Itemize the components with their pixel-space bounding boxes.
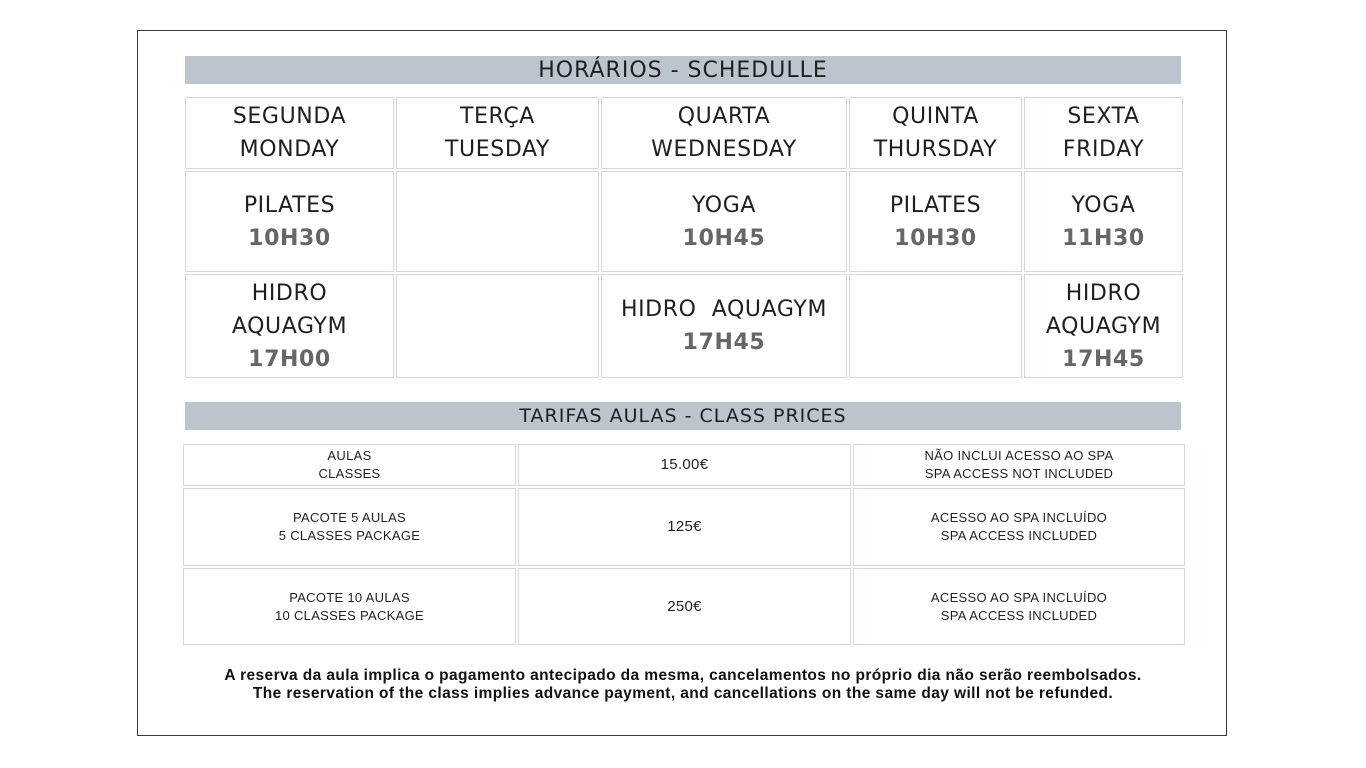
schedule-table <box>183 95 1185 380</box>
class-cell-thursday-morning <box>849 171 1022 272</box>
price-item-en: 10 CLASSES PACKAGE <box>275 607 424 623</box>
price-item-pt: PACOTE 5 AULAS <box>292 510 407 525</box>
price-value: 125€ <box>518 488 851 566</box>
class-time: 10H30 <box>248 225 331 251</box>
price-item-cell <box>183 444 516 486</box>
class-name: YOGA <box>1071 192 1136 218</box>
class-cell-tuesday-evening <box>396 274 599 378</box>
class-cell-monday-morning <box>185 171 394 272</box>
class-name: HIDRO <box>251 280 328 306</box>
prices-title: TARIFAS AULAS - CLASS PRICES <box>185 402 1181 430</box>
day-header-thursday <box>849 97 1022 169</box>
price-item-cell <box>183 488 516 566</box>
day-header-monday <box>185 97 394 169</box>
class-cell-friday-morning <box>1024 171 1183 272</box>
day-name-en: FRIDAY <box>1062 137 1145 162</box>
price-row-5-package <box>183 488 1185 566</box>
class-cell-friday-evening <box>1024 274 1183 378</box>
price-note-pt: ACESSO AO SPA INCLUÍDO <box>930 510 1108 525</box>
price-note-pt: ACESSO AO SPA INCLUÍDO <box>930 589 1108 605</box>
class-cell-wednesday-morning <box>601 171 847 272</box>
class-time: 17H45 <box>682 330 766 355</box>
price-value: 15.00€ <box>518 444 851 486</box>
class-time: 10H30 <box>894 225 977 251</box>
price-note-cell <box>853 568 1185 645</box>
day-name-pt: QUINTA <box>892 104 979 129</box>
schedule-evening-row <box>185 274 1183 378</box>
day-name-en: MONDAY <box>239 137 340 162</box>
day-name-pt: TERÇA <box>460 104 535 129</box>
day-name-en: TUESDAY <box>445 137 550 162</box>
price-note-cell <box>853 444 1185 486</box>
booking-notice <box>137 667 1229 703</box>
class-name: YOGA <box>691 192 757 218</box>
class-name: AQUAGYM <box>231 313 348 339</box>
class-name: HIDRO <box>1065 280 1142 306</box>
class-name: PILATES <box>889 192 982 218</box>
price-item-pt: PACOTE 10 AULAS <box>289 589 410 605</box>
price-row-10-package <box>183 568 1185 645</box>
class-name: HIDRO AQUAGYM <box>620 297 828 322</box>
price-item-en: 5 CLASSES PACKAGE <box>278 528 421 543</box>
day-header-friday <box>1024 97 1183 169</box>
price-item-en: CLASSES <box>318 466 381 481</box>
day-header-wednesday <box>601 97 847 169</box>
class-time: 10H45 <box>682 225 766 251</box>
price-note-en: SPA ACCESS NOT INCLUDED <box>924 466 1114 481</box>
class-time: 11H30 <box>1062 225 1145 251</box>
day-name-en: WEDNESDAY <box>651 137 797 162</box>
day-name-pt: QUARTA <box>677 104 771 129</box>
class-time: 17H45 <box>1062 346 1145 372</box>
price-value: 250€ <box>518 568 851 645</box>
schedule-header-row <box>185 97 1183 169</box>
class-cell-thursday-evening <box>849 274 1022 378</box>
day-name-pt: SEGUNDA <box>232 104 347 129</box>
price-note-pt: NÃO INCLUI ACESSO AO SPA <box>924 448 1114 463</box>
class-cell-wednesday-evening <box>601 274 847 378</box>
schedule-title: HORÁRIOS - SCHEDULLE <box>185 56 1181 84</box>
booking-notice-en: The reservation of the class implies advance payment, and cancellations on the same day will not be refunded. <box>252 685 1114 702</box>
price-item-pt: AULAS <box>327 448 372 463</box>
class-time: 17H00 <box>248 346 331 372</box>
day-header-tuesday <box>396 97 599 169</box>
class-cell-tuesday-morning <box>396 171 599 272</box>
class-cell-monday-evening <box>185 274 394 378</box>
class-name: AQUAGYM <box>1045 313 1162 339</box>
price-row-classes <box>183 444 1185 486</box>
booking-notice-pt: A reserva da aula implica o pagamento antecipado da mesma, cancelamentos no próprio dia não serão reembolsados. <box>224 667 1142 684</box>
price-note-en: SPA ACCESS INCLUDED <box>940 607 1098 623</box>
day-name-en: THURSDAY <box>873 137 998 162</box>
price-item-cell <box>183 568 516 645</box>
price-note-cell <box>853 488 1185 566</box>
prices-table <box>181 442 1187 647</box>
schedule-morning-row <box>185 171 1183 272</box>
day-name-pt: SEXTA <box>1067 104 1140 129</box>
price-note-en: SPA ACCESS INCLUDED <box>940 528 1098 543</box>
class-name: PILATES <box>243 192 336 218</box>
